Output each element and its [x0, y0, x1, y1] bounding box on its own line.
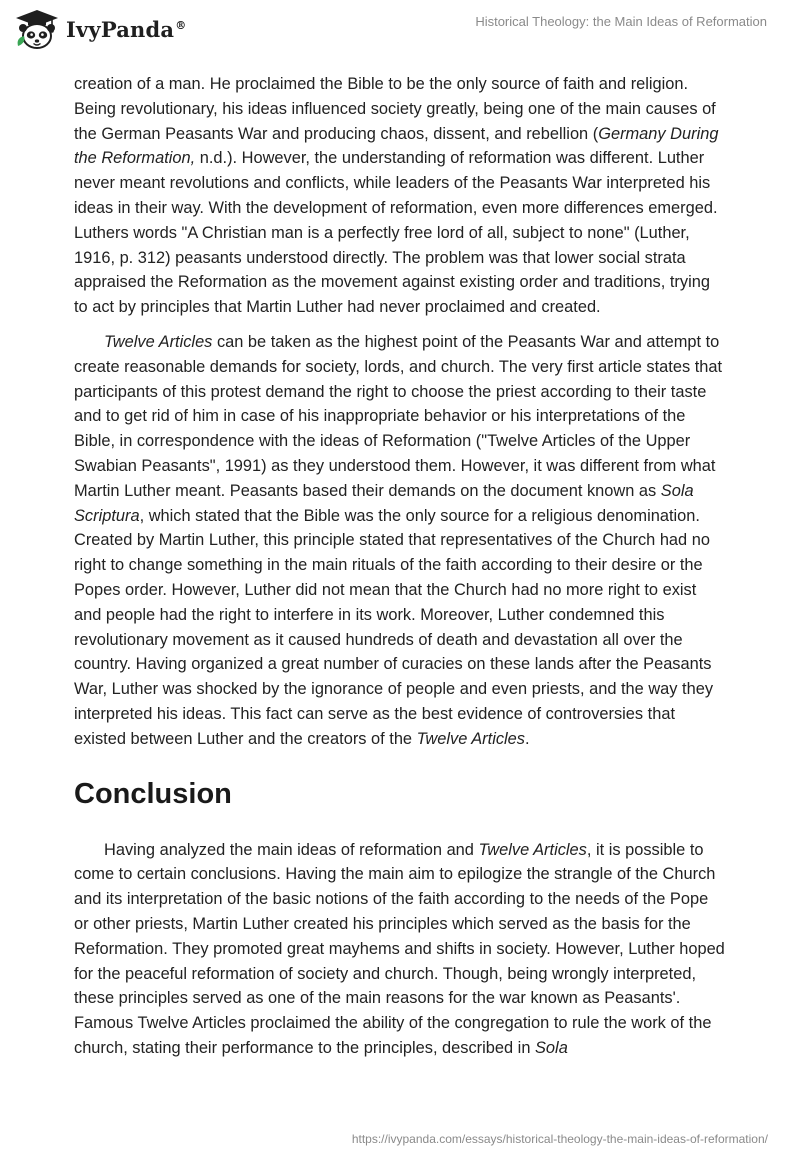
brand-logo[interactable] [14, 8, 186, 50]
paragraph: Having analyzed the main ideas of reformation and Twelve Articles, it is possible to come to certain conclusions. Having the main aim to epilogize the strangle of the Church and its interpretation of the basic notions of the faith according to the needs of the Pope or other priests, Martin Luther created his principles which served as the basis for the Reformation. They promoted great mayhems and shifts in society. However, Luther hoped for the peaceful reformation of society and church. Though, being wrongly interpreted, these principles served as one of the main reasons for the war known as Peasants'. Famous Twelve Articles proclaimed the ability of the congregation to rule the work of the church, stating their performance to the principles, described in Sola [74, 840, 725, 1057]
brand-name: IvyPanda® [66, 16, 187, 42]
paragraph: Twelve Articles can be taken as the highest point of the Peasants War and attempt to create reasonable demands for society, lords, and church. The very first article states that participants of this protest demand the right to choose the priest according to their taste and to get rid of him in case of his inappropriate behavior or his interpretations of the Bible, in correspondence with the ideas of Reformation ("Twelve Articles of the Upper Swabian Peasants", 1991) as they understood them. However, it was different from what Martin Luther meant. Peasants based their demands on the document known as Sola Scriptura, which stated that the Bible was the only source for a religious denomination. Created by Martin Luther, this principle stated that representatives of the Church had no right to change something in the main rituals of the faith according to their desire or the Popes order. However, Luther did not mean that the Church had no more right to exist and people had the right to interfere in its work. Moreover, Luther condemned this revolutionary movement as it caused hundreds of death and devastation all over the country. Having organized a great number of curacies on these lands after the Peasants War, Luther was shocked by the ignorance of people and even priests, and the way they interpreted his ideas. This fact can serve as the best evidence of controversies that existed between Luther and the creators of the Twelve Articles. [74, 332, 723, 748]
paragraph: creation of a man. He proclaimed the Bible to be the only source of faith and religion. Being revolutionary, his ideas influenced society greatly, being one of the main causes of the German Peasants War and producing chaos, dissent, and rebellion (Germany During the Reformation, n.d.). However, the understanding of reformation was different. Luther never meant revolutions and conflicts, while leaders of the Peasants War interpreted his ideas in their way. With the development of reformation, even more differences emerged. Luthers words "A Christian man is a perfectly free lord of all, subject to none" (Luther, 1916, p. 312) peasants understood directly. The problem was that lower social strata appraised the Reformation as the movement against existing order and traditions, trying to act by principles that Martin Luther had never proclaimed and created. [74, 75, 719, 317]
document-title: Historical Theology: the Main Ideas of Reformation [475, 14, 767, 29]
panda-graduate-icon [14, 8, 60, 50]
essay-body [74, 72, 726, 1061]
section-heading: Conclusion [74, 777, 232, 810]
source-url[interactable]: https://ivypanda.com/essays/historical-theology-the-main-ideas-of-reformation/ [351, 1132, 768, 1146]
page-header [0, 0, 800, 62]
